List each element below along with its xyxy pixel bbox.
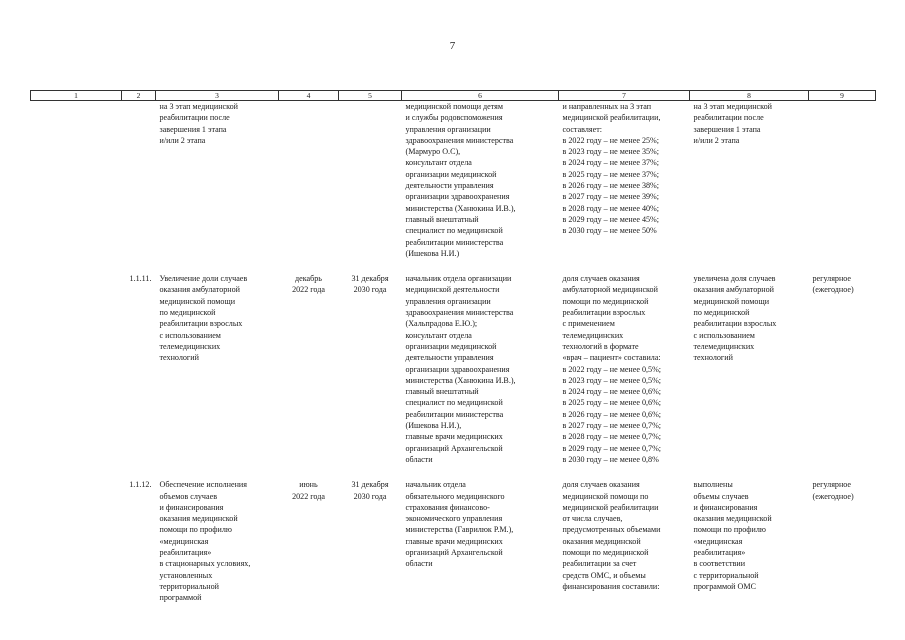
task-text-line: завершения 1 этапа bbox=[159, 124, 227, 134]
responsible-text-line: главный внештатный bbox=[405, 214, 479, 224]
task-text-line: территориальной bbox=[159, 581, 220, 591]
periodicity-text bbox=[809, 101, 876, 260]
result-text-line: увеличена доля случаев bbox=[693, 274, 776, 284]
task-text-line: и/или 2 этапа bbox=[159, 135, 206, 145]
responsible-text-line: организаций Архангельской bbox=[405, 547, 503, 557]
header-col-2: 2 bbox=[122, 91, 156, 101]
responsible-text bbox=[402, 259, 559, 465]
responsible-text-line: специалист по медицинской bbox=[405, 398, 503, 408]
indicator-text-line: помощи по медицинской bbox=[562, 547, 649, 557]
task-text-line: Обеспечение исполнения bbox=[159, 480, 247, 490]
task-text-line: телемедицинских bbox=[159, 341, 221, 351]
table-row bbox=[31, 465, 876, 603]
responsible-text-line: организаций Архангельской bbox=[405, 443, 503, 453]
result-text-line: с территориальной bbox=[693, 570, 759, 580]
task-text-line: реабилитации взрослых bbox=[159, 319, 243, 329]
start-date-line: декабрь bbox=[295, 274, 322, 284]
item-number bbox=[122, 101, 156, 260]
responsible-text-line: управления организации bbox=[405, 296, 491, 306]
col-blank bbox=[31, 465, 122, 603]
end-date bbox=[339, 465, 402, 603]
indicator-text-line: амбулаторной медицинской bbox=[562, 285, 658, 295]
result-text-line: реабилитация» bbox=[693, 547, 746, 557]
indicator-text-line: в 2029 году – не менее 45%; bbox=[562, 214, 660, 224]
task-text-line: Увеличение доли случаев bbox=[159, 274, 248, 284]
indicator-text-line: доля случаев оказания bbox=[562, 274, 640, 284]
responsible-text-line: (Мармуро О.С), bbox=[405, 147, 461, 157]
responsible-text-line: (Хальпрадова Е.Ю.); bbox=[405, 319, 478, 329]
responsible-text-line: и службы родовспоможения bbox=[405, 113, 503, 123]
indicator-text-line: в 2024 году – не менее 0,6%; bbox=[562, 387, 662, 397]
responsible-text-line: деятельности управления bbox=[405, 353, 494, 363]
end-date-line: 2030 года bbox=[353, 285, 387, 295]
responsible-text-line: консультант отдела bbox=[405, 158, 472, 168]
responsible-text-line: области bbox=[405, 454, 433, 464]
col-blank bbox=[31, 259, 122, 465]
responsible-text-line: консультант отдела bbox=[405, 330, 472, 340]
result-text bbox=[690, 465, 809, 603]
result-text-line: технологий bbox=[693, 353, 733, 363]
indicator-text-line: оказания медицинской bbox=[562, 536, 641, 546]
indicator-text-line: предусмотренных объемами bbox=[562, 525, 661, 535]
result-text-line: медицинской помощи bbox=[693, 296, 770, 306]
header-col-4: 4 bbox=[279, 91, 339, 101]
responsible-text bbox=[402, 101, 559, 260]
periodicity-text bbox=[809, 259, 876, 465]
result-text bbox=[690, 259, 809, 465]
indicator-text-line: реабилитации взрослых bbox=[562, 308, 646, 318]
periodicity-text-line: (ежегодное) bbox=[812, 285, 854, 295]
task-text-line: по медицинской bbox=[159, 308, 216, 318]
periodicity-text-line: регулярное bbox=[812, 480, 852, 490]
task-text-line: реабилитация» bbox=[159, 547, 212, 557]
result-text-line: «медицинская bbox=[693, 536, 743, 546]
indicator-text-line: в 2023 году – не менее 0,5%; bbox=[562, 375, 662, 385]
indicator-text bbox=[559, 101, 690, 260]
responsible-text-line: министерства (Ханюкина И.В.), bbox=[405, 203, 516, 213]
table-row bbox=[31, 259, 876, 465]
result-text-line: оказания медицинской bbox=[693, 514, 772, 524]
indicator-text-line: в 2028 году – не менее 0,7%; bbox=[562, 432, 662, 442]
result-text-line: на 3 этап медицинской bbox=[693, 102, 773, 111]
task-text-line: оказания амбулаторной bbox=[159, 285, 241, 295]
responsible-text-line: главный внештатный bbox=[405, 387, 479, 397]
header-col-9: 9 bbox=[809, 91, 876, 101]
result-text-line: завершения 1 этапа bbox=[693, 124, 761, 134]
task-text-line: и финансирования bbox=[159, 502, 224, 512]
result-text-line: реабилитации взрослых bbox=[693, 319, 777, 329]
indicator-text-line: средств ОМС, и объемы bbox=[562, 570, 646, 580]
responsible-text-line: организации здравоохранения bbox=[405, 192, 510, 202]
responsible-text bbox=[402, 465, 559, 603]
responsible-text-line: реабилитации министерства bbox=[405, 237, 504, 247]
indicator-text-line: телемедицинских bbox=[562, 330, 624, 340]
result-text-line: и/или 2 этапа bbox=[693, 135, 740, 145]
indicator-text-line: помощи по медицинской bbox=[562, 296, 649, 306]
indicator-text-line: в 2027 году – не менее 0,7%; bbox=[562, 421, 662, 431]
responsible-text-line: экономического управления bbox=[405, 514, 503, 524]
result-text-line: по медицинской bbox=[693, 308, 750, 318]
periodicity-text-line: (ежегодное) bbox=[812, 491, 854, 501]
responsible-text-line: организации медицинской bbox=[405, 341, 497, 351]
indicator-text bbox=[559, 465, 690, 603]
responsible-text-line: (Ишекова Н.И.) bbox=[405, 248, 460, 258]
table-row bbox=[31, 101, 876, 260]
end-date-line: 2030 года bbox=[353, 491, 387, 501]
responsible-text-line: реабилитации министерства bbox=[405, 409, 504, 419]
indicator-text-line: медицинской помощи по bbox=[562, 491, 649, 501]
start-date-line: 2022 года bbox=[292, 285, 325, 295]
responsible-text-line: министерства (Ханюкина И.В.), bbox=[405, 375, 516, 385]
indicator-text-line: с применением bbox=[562, 319, 615, 329]
item-number: 1.1.12. bbox=[129, 480, 152, 490]
start-date bbox=[279, 259, 339, 465]
indicator-text-line: в 2022 году – не менее 25%; bbox=[562, 135, 660, 145]
result-text-line: помощи по профилю bbox=[693, 525, 766, 535]
end-date bbox=[339, 101, 402, 260]
start-date bbox=[279, 465, 339, 603]
indicator-text-line: от числа случаев, bbox=[562, 514, 623, 524]
indicator-text-line: финансирования составили: bbox=[562, 581, 660, 591]
responsible-text-line: начальник отдела организации bbox=[405, 274, 512, 284]
task-text-line: установленных bbox=[159, 570, 213, 580]
indicator-text-line: технологий в формате bbox=[562, 341, 639, 351]
result-text-line: объемы случаев bbox=[693, 491, 749, 501]
result-text-line: с использованием bbox=[693, 330, 755, 340]
indicator-text-line: в 2026 году – не менее 38%; bbox=[562, 181, 660, 191]
result-text-line: оказания амбулаторной bbox=[693, 285, 775, 295]
header-col-7: 7 bbox=[559, 91, 690, 101]
task-text-line: в стационарных условиях, bbox=[159, 559, 251, 569]
responsible-text-line: деятельности управления bbox=[405, 181, 494, 191]
indicator-text-line: доля случаев оказания bbox=[562, 480, 640, 490]
end-date bbox=[339, 259, 402, 465]
start-date-line: 2022 года bbox=[292, 491, 325, 501]
result-text-line: в соответствии bbox=[693, 559, 746, 569]
header-col-5: 5 bbox=[339, 91, 402, 101]
header-col-8: 8 bbox=[690, 91, 809, 101]
responsible-text-line: здравоохранения министерства bbox=[405, 308, 514, 318]
plan-table bbox=[30, 90, 876, 603]
task-text-line: помощи по профилю bbox=[159, 525, 232, 535]
indicator-text-line: в 2030 году – не менее 50% bbox=[562, 226, 657, 236]
responsible-text-line: главные врачи медицинских bbox=[405, 432, 503, 442]
indicator-text-line: «врач – пациент» составила: bbox=[562, 353, 661, 363]
indicator-text-line: в 2025 году – не менее 37%; bbox=[562, 169, 660, 179]
indicator-text-line: реабилитации за счет bbox=[562, 559, 637, 569]
responsible-text-line: начальник отдела bbox=[405, 480, 466, 490]
end-date-line: 31 декабря bbox=[351, 480, 389, 490]
responsible-text-line: здравоохранения министерства bbox=[405, 135, 514, 145]
task-text bbox=[156, 465, 279, 603]
task-text-line: с использованием bbox=[159, 330, 221, 340]
result-text-line: реабилитации после bbox=[693, 113, 764, 123]
indicator-text-line: медицинской реабилитации, bbox=[562, 113, 661, 123]
start-date bbox=[279, 101, 339, 260]
indicator-text-line: в 2027 году – не менее 39%; bbox=[562, 192, 660, 202]
result-text-line: телемедицинских bbox=[693, 341, 755, 351]
indicator-text-line: в 2023 году – не менее 35%; bbox=[562, 147, 660, 157]
indicator-text-line: в 2024 году – не менее 37%; bbox=[562, 158, 660, 168]
header-col-3: 3 bbox=[156, 91, 279, 101]
responsible-text-line: (Ишекова Н.И.), bbox=[405, 421, 462, 431]
task-text-line: объемов случаев bbox=[159, 491, 218, 501]
responsible-text-line: организации здравоохранения bbox=[405, 364, 510, 374]
page-number: 7 bbox=[449, 40, 456, 52]
task-text-line: медицинской помощи bbox=[159, 296, 236, 306]
header-row bbox=[31, 91, 876, 101]
indicator-text-line: в 2022 году – не менее 0,5%; bbox=[562, 364, 662, 374]
indicator-text-line: в 2029 году – не менее 0,7%; bbox=[562, 443, 662, 453]
indicator-text-line: в 2026 году – не менее 0,6%; bbox=[562, 409, 662, 419]
indicator-text-line: в 2025 году – не менее 0,6%; bbox=[562, 398, 662, 408]
end-date-line: 31 декабря bbox=[351, 274, 389, 284]
indicator-text-line: в 2030 году – не менее 0,8% bbox=[562, 454, 659, 464]
task-text bbox=[156, 259, 279, 465]
responsible-text-line: управления организации bbox=[405, 124, 491, 134]
responsible-text-line: министерства (Гаврилюк Р.М.), bbox=[405, 525, 514, 535]
task-text-line: на 3 этап медицинской bbox=[159, 102, 239, 111]
task-text-line: реабилитации после bbox=[159, 113, 230, 123]
responsible-text-line: медицинской деятельности bbox=[405, 285, 500, 295]
task-text-line: оказания медицинской bbox=[159, 514, 238, 524]
responsible-text-line: области bbox=[405, 559, 433, 569]
task-text-line: технологий bbox=[159, 353, 199, 363]
indicator-text bbox=[559, 259, 690, 465]
task-text bbox=[156, 101, 279, 260]
responsible-text-line: специалист по медицинской bbox=[405, 226, 503, 236]
result-text-line: и финансирования bbox=[693, 502, 758, 512]
result-text bbox=[690, 101, 809, 260]
header-col-1: 1 bbox=[31, 91, 122, 101]
responsible-text-line: медицинской помощи детям bbox=[405, 102, 504, 111]
responsible-text-line: обязательного медицинского bbox=[405, 491, 505, 501]
task-text-line: «медицинская bbox=[159, 536, 209, 546]
header-col-6: 6 bbox=[402, 91, 559, 101]
responsible-text-line: организации медицинской bbox=[405, 169, 497, 179]
periodicity-text-line: регулярное bbox=[812, 274, 852, 284]
responsible-text-line: главные врачи медицинских bbox=[405, 536, 503, 546]
indicator-text-line: в 2028 году – не менее 40%; bbox=[562, 203, 660, 213]
start-date-line: июнь bbox=[299, 480, 318, 490]
indicator-text-line: и направленных на 3 этап bbox=[562, 102, 652, 111]
indicator-text-line: медицинской реабилитации bbox=[562, 502, 659, 512]
result-text-line: программой ОМС bbox=[693, 581, 756, 591]
indicator-text-line: составляет: bbox=[562, 124, 603, 134]
result-text-line: выполнены bbox=[693, 480, 733, 490]
col-blank bbox=[31, 101, 122, 260]
task-text-line: программой bbox=[159, 593, 202, 603]
responsible-text-line: страхования финансово- bbox=[405, 502, 490, 512]
periodicity-text bbox=[809, 465, 876, 603]
item-number: 1.1.11. bbox=[129, 274, 152, 284]
